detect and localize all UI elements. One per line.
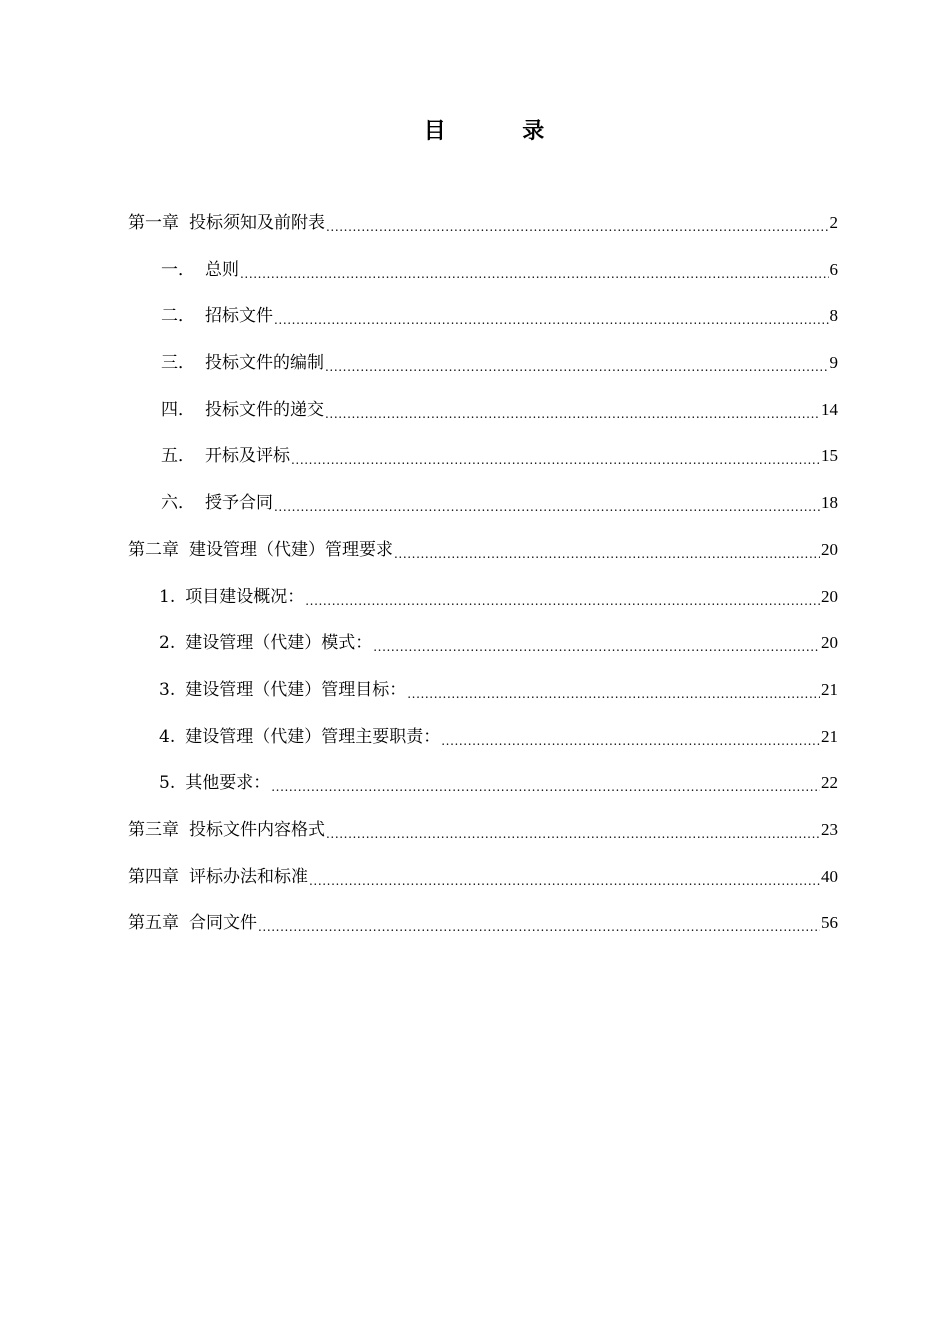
toc-entry-text: 建设管理（代建）管理要求 bbox=[189, 539, 393, 560]
toc-entry-text: 投标文件的编制 bbox=[205, 353, 324, 374]
toc-dot-leader bbox=[271, 768, 820, 798]
toc-page-number: 6 bbox=[829, 259, 838, 279]
toc-entry-text: 合同文件 bbox=[189, 913, 257, 934]
toc-page-number: 23 bbox=[821, 819, 838, 839]
toc-page-number: 21 bbox=[821, 726, 838, 746]
toc-entry-label bbox=[159, 722, 441, 752]
toc-entry-text: 其他要求： bbox=[185, 773, 271, 794]
toc-dot-leader bbox=[309, 862, 820, 892]
toc-entry-label bbox=[128, 862, 309, 892]
toc-entry-label bbox=[128, 908, 258, 938]
toc-entry-number: 三． bbox=[161, 353, 195, 374]
toc-entry-number: 四． bbox=[161, 399, 195, 420]
toc-entry-number: 五． bbox=[161, 446, 195, 467]
toc-page-number: 20 bbox=[821, 586, 838, 606]
toc-entry-number: 5. bbox=[159, 773, 176, 794]
toc-page-number: 14 bbox=[821, 399, 838, 419]
toc-page-number: 20 bbox=[821, 633, 838, 653]
toc-page-number: 22 bbox=[821, 773, 838, 793]
toc-entry-label bbox=[128, 208, 326, 238]
toc-entry-label bbox=[159, 675, 407, 705]
toc-entry[interactable] bbox=[128, 255, 838, 302]
toc-entry-label bbox=[161, 255, 240, 285]
toc-dot-leader bbox=[274, 488, 820, 518]
toc-page-number: 2 bbox=[829, 213, 838, 232]
toc-dot-leader bbox=[373, 628, 820, 658]
toc-entry[interactable] bbox=[128, 488, 838, 535]
toc-entry[interactable] bbox=[128, 395, 838, 442]
toc-entry-label bbox=[128, 535, 394, 565]
toc-page-number: 18 bbox=[821, 493, 838, 513]
toc-entry[interactable] bbox=[128, 768, 838, 815]
toc-entry-text: 建设管理（代建）管理主要职责： bbox=[185, 726, 441, 747]
toc-entry-text: 授予合同 bbox=[205, 493, 273, 514]
toc-entry-number: 1. bbox=[159, 586, 176, 607]
toc-entry-label bbox=[161, 348, 325, 378]
toc-entry-text: 招标文件 bbox=[205, 306, 273, 327]
toc-dot-leader bbox=[326, 208, 829, 238]
toc-entry-number: 第四章 bbox=[128, 866, 179, 887]
table-of-contents bbox=[128, 208, 838, 955]
toc-entry-text: 投标须知及前附表 bbox=[189, 213, 325, 233]
toc-entry-text: 建设管理（代建）管理目标： bbox=[185, 679, 407, 700]
toc-entry-label bbox=[159, 628, 373, 658]
toc-page-number: 40 bbox=[821, 866, 838, 886]
toc-page-number: 9 bbox=[829, 353, 838, 373]
toc-entry-number: 一． bbox=[161, 259, 195, 280]
toc-entry-number: 第一章 bbox=[128, 213, 179, 233]
toc-entry-text: 评标办法和标准 bbox=[189, 866, 308, 887]
toc-entry-label bbox=[161, 441, 291, 471]
toc-entry[interactable] bbox=[128, 582, 838, 629]
toc-entry-text: 投标文件内容格式 bbox=[189, 819, 325, 840]
toc-dot-leader bbox=[240, 255, 829, 285]
toc-entry[interactable] bbox=[128, 348, 838, 395]
toc-entry-number: 六． bbox=[161, 493, 195, 514]
toc-dot-leader bbox=[305, 582, 820, 612]
toc-dot-leader bbox=[274, 301, 829, 331]
toc-page-number: 15 bbox=[821, 446, 838, 466]
toc-entry[interactable] bbox=[128, 908, 838, 955]
toc-dot-leader bbox=[291, 441, 820, 471]
toc-page-number: 21 bbox=[821, 679, 838, 699]
toc-entry-number: 二． bbox=[161, 306, 195, 327]
toc-entry[interactable] bbox=[128, 675, 838, 722]
toc-dot-leader bbox=[326, 815, 820, 845]
toc-dot-leader bbox=[258, 908, 820, 938]
toc-entry-text: 建设管理（代建）模式： bbox=[185, 633, 373, 654]
page-title: 目 录 bbox=[423, 119, 545, 144]
toc-entry-number: 3. bbox=[159, 679, 176, 700]
toc-page-number: 20 bbox=[821, 539, 838, 559]
toc-entry[interactable] bbox=[128, 441, 838, 488]
toc-entry[interactable] bbox=[128, 862, 838, 909]
toc-entry[interactable] bbox=[128, 722, 838, 769]
toc-entry-text: 总则 bbox=[205, 259, 239, 280]
toc-dot-leader bbox=[325, 348, 829, 378]
toc-entry-text: 开标及评标 bbox=[205, 446, 290, 467]
toc-entry[interactable] bbox=[128, 815, 838, 862]
toc-entry[interactable] bbox=[128, 208, 838, 255]
toc-entry-text: 项目建设概况： bbox=[185, 586, 305, 607]
toc-dot-leader bbox=[325, 395, 820, 425]
toc-entry[interactable] bbox=[128, 535, 838, 582]
toc-dot-leader bbox=[394, 535, 820, 565]
toc-entry-label bbox=[159, 582, 305, 612]
toc-entry-number: 2. bbox=[159, 633, 176, 654]
toc-entry-number: 4. bbox=[159, 726, 176, 747]
toc-page-number: 56 bbox=[821, 913, 838, 933]
toc-dot-leader bbox=[441, 722, 820, 752]
toc-entry[interactable] bbox=[128, 628, 838, 675]
toc-dot-leader bbox=[407, 675, 820, 705]
toc-entry[interactable] bbox=[128, 301, 838, 348]
toc-entry-label bbox=[159, 768, 271, 798]
toc-entry-label bbox=[161, 488, 274, 518]
toc-entry-label bbox=[128, 815, 326, 845]
toc-entry-label bbox=[161, 395, 325, 425]
toc-entry-number: 第二章 bbox=[128, 539, 179, 560]
toc-entry-number: 第三章 bbox=[128, 819, 179, 840]
toc-page-number: 8 bbox=[829, 306, 838, 326]
toc-entry-number: 第五章 bbox=[128, 913, 179, 934]
toc-entry-text: 投标文件的递交 bbox=[205, 399, 324, 420]
toc-entry-label bbox=[161, 301, 274, 331]
